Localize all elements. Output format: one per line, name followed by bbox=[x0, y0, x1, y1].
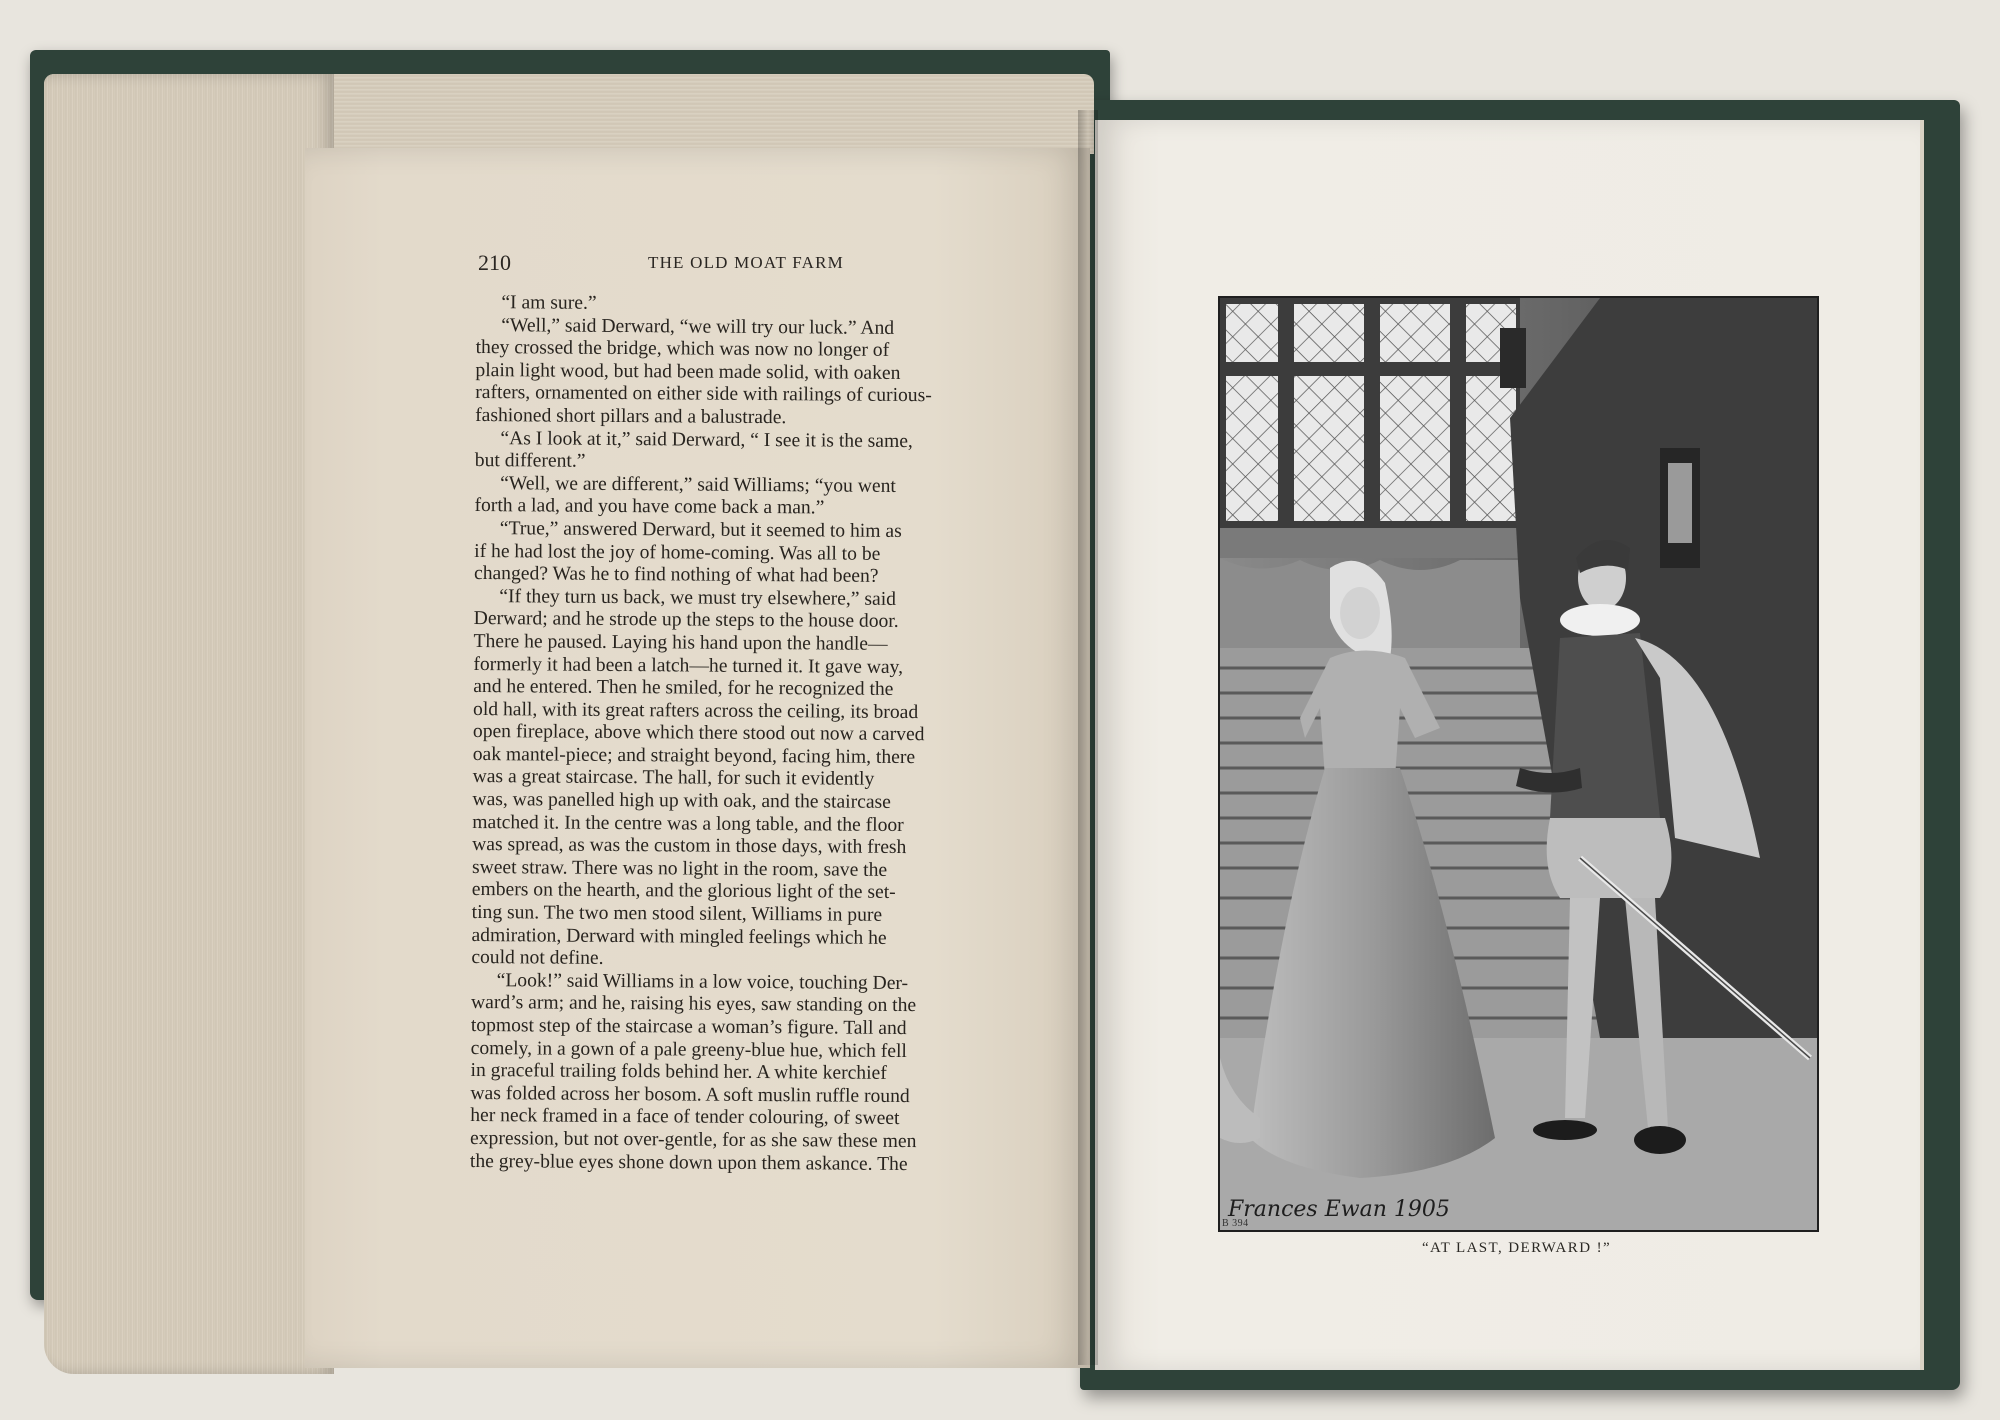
paragraph bbox=[474, 473, 1019, 522]
paragraph bbox=[476, 292, 1021, 318]
text-line: sweet straw. There was no light in the room, save the bbox=[471, 856, 888, 881]
running-head bbox=[478, 250, 1018, 282]
text-line: changed? Was he to find nothing of what had been? bbox=[473, 563, 879, 587]
artist-signature: Frances Ewan 1905 bbox=[1228, 1197, 1450, 1222]
text-line: her neck framed in a face of tender colouring, of sweet bbox=[470, 1105, 900, 1130]
text-line: “I am sure.” bbox=[501, 292, 597, 314]
text-line: oak mantel-piece; and straight beyond, facing him, there bbox=[472, 743, 916, 768]
text-line: “If they turn us back, we must try elsewhere,” said bbox=[499, 585, 897, 610]
paragraph bbox=[475, 315, 1021, 432]
illustration-caption: “AT LAST, DERWARD !” bbox=[1421, 1240, 1612, 1256]
text-line: they crossed the bridge, which was now no longer of bbox=[475, 337, 890, 362]
text-line: fashioned short pillars and a balustrade. bbox=[475, 404, 787, 429]
text-line: but different.” bbox=[474, 450, 586, 472]
text-line: in graceful trailing folds behind her. A white kerchief bbox=[470, 1060, 887, 1085]
text-line: the grey-blue eyes shone down upon them askance. The bbox=[469, 1150, 908, 1175]
text-line: “Well,” said Derward, “we will try our luck.” And bbox=[501, 314, 895, 339]
paragraph bbox=[474, 518, 1019, 590]
text-line: rafters, ornamented on either side with railings of curious- bbox=[475, 382, 932, 407]
page-block-fore-edge bbox=[44, 74, 334, 1374]
text-line: ting sun. The two men stood silent, Williams in pure bbox=[471, 902, 883, 926]
paragraph bbox=[470, 970, 1016, 1177]
book-gutter bbox=[1078, 110, 1098, 1365]
text-line: matched it. In the centre was a long table, and the floor bbox=[472, 811, 904, 836]
illustration-drawing bbox=[1220, 298, 1817, 1230]
text-line: was folded across her bosom. A soft muslin ruffle round bbox=[470, 1082, 910, 1107]
text-line: was, was panelled high up with oak, and the staircase bbox=[472, 789, 891, 813]
text-line: “Well, we are different,” said Williams; “you went bbox=[500, 472, 896, 497]
paragraph bbox=[475, 428, 1020, 477]
text-line: expression, but not over-gentle, for as she saw these men bbox=[470, 1127, 917, 1153]
text-line: embers on the hearth, and the glorious light of the set- bbox=[471, 879, 896, 904]
text-line: “Look!” said Williams in a low voice, touching Der- bbox=[496, 969, 909, 994]
text-line: was spread, as was the custom in those days, with fresh bbox=[472, 834, 907, 859]
text-line: ward’s arm; and he, raising his eyes, saw standing on the bbox=[470, 992, 917, 1017]
text-line: could not define. bbox=[471, 947, 604, 970]
body-text bbox=[470, 292, 1021, 1177]
text-line: Derward; and he strode up the steps to the house door. bbox=[473, 608, 899, 633]
text-line: if he had lost the joy of home-coming. Was all to be bbox=[474, 540, 881, 565]
text-line: plain light wood, but had been made solid, with oaken bbox=[475, 359, 901, 384]
text-line: “True,” answered Derward, but it seemed to him as bbox=[499, 518, 902, 542]
running-title: THE OLD MOAT FARM bbox=[648, 253, 844, 272]
text-line: and he entered. Then he smiled, for he recognized the bbox=[473, 676, 894, 701]
illustration-plate bbox=[1218, 296, 1819, 1232]
text-line: open fireplace, above which there stood out now a carved bbox=[472, 721, 925, 746]
plate-number: B 394 bbox=[1222, 1218, 1249, 1229]
text-line: comely, in a gown of a pale greeny-blue hue, which fell bbox=[470, 1037, 907, 1062]
text-line: was a great staircase. The hall, for such it evidently bbox=[472, 766, 875, 791]
text-line: admiration, Derward with mingled feelings which he bbox=[471, 924, 887, 949]
text-line: There he paused. Laying his hand upon the handle— bbox=[473, 630, 888, 655]
window-sill bbox=[1220, 528, 1520, 558]
text-line: topmost step of the staircase a woman’s figure. Tall and bbox=[470, 1014, 907, 1040]
leaded-window bbox=[1220, 298, 1520, 528]
text-line: forth a lad, and you have come back a man.” bbox=[474, 495, 825, 519]
text-line: formerly it had been a latch—he turned it. It gave way, bbox=[473, 653, 904, 678]
text-line: “As I look at it,” said Derward, “ I see it is the same, bbox=[500, 427, 913, 452]
text-line: old hall, with its great rafters across the ceiling, its broad bbox=[473, 698, 919, 723]
paragraph bbox=[471, 586, 1019, 974]
page-number: 210 bbox=[478, 250, 511, 275]
